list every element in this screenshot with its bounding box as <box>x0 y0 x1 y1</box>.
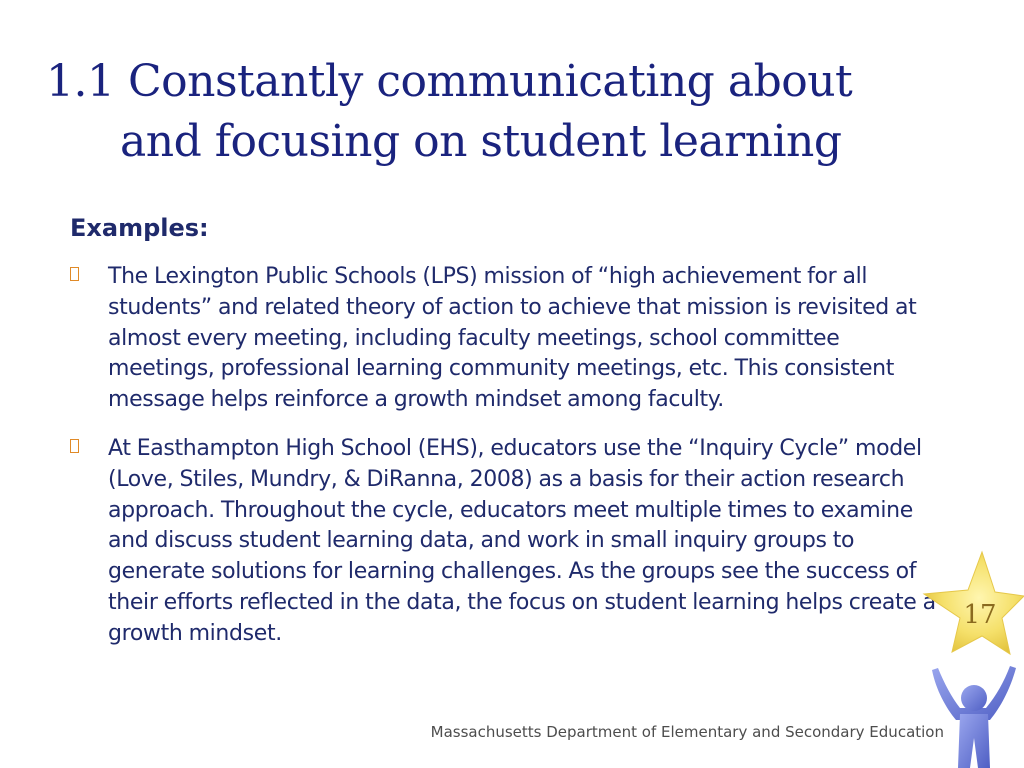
figure-body <box>958 714 990 768</box>
bullet-text: At Easthampton High School (EHS), educators use the “Inquiry Cycle” model (Love, Stiles, Mundry, & DiRanna, 2008) as a basis for their action research approach. Throughout the cycle, educators meet multiple times to examine and discuss student learning data, and work in small inquiry groups to generate solutions for learning challenges. As the groups see the success of their efforts reflected in the data, the focus on student learning helps create a growth mindset. <box>108 435 936 646</box>
bullet-list <box>70 262 950 668</box>
slide-title <box>46 52 966 172</box>
star-person-icon <box>910 548 1024 768</box>
title-line-1: 1.1 Constantly communicating about <box>46 56 853 107</box>
footer-organization: Massachusetts Department of Elementary and Secondary Education <box>430 723 944 741</box>
figure-head <box>961 685 987 711</box>
title-line-2: and focusing on student learning <box>120 116 842 167</box>
bullet-item <box>70 262 950 416</box>
hollow-square-bullet-icon <box>70 267 79 281</box>
examples-label: Examples: <box>70 214 209 242</box>
bullet-item <box>70 434 950 650</box>
page-number: 17 <box>963 600 997 630</box>
bullet-text: The Lexington Public Schools (LPS) mission of “high achievement for all students” and related theory of action to achieve that mission is revisited at almost every meeting, including faculty meetings, school committee meetings, professional learning community meetings, etc. This consistent message helps reinforce a growth mindset among faculty. <box>108 264 917 413</box>
hollow-square-bullet-icon <box>70 439 79 453</box>
